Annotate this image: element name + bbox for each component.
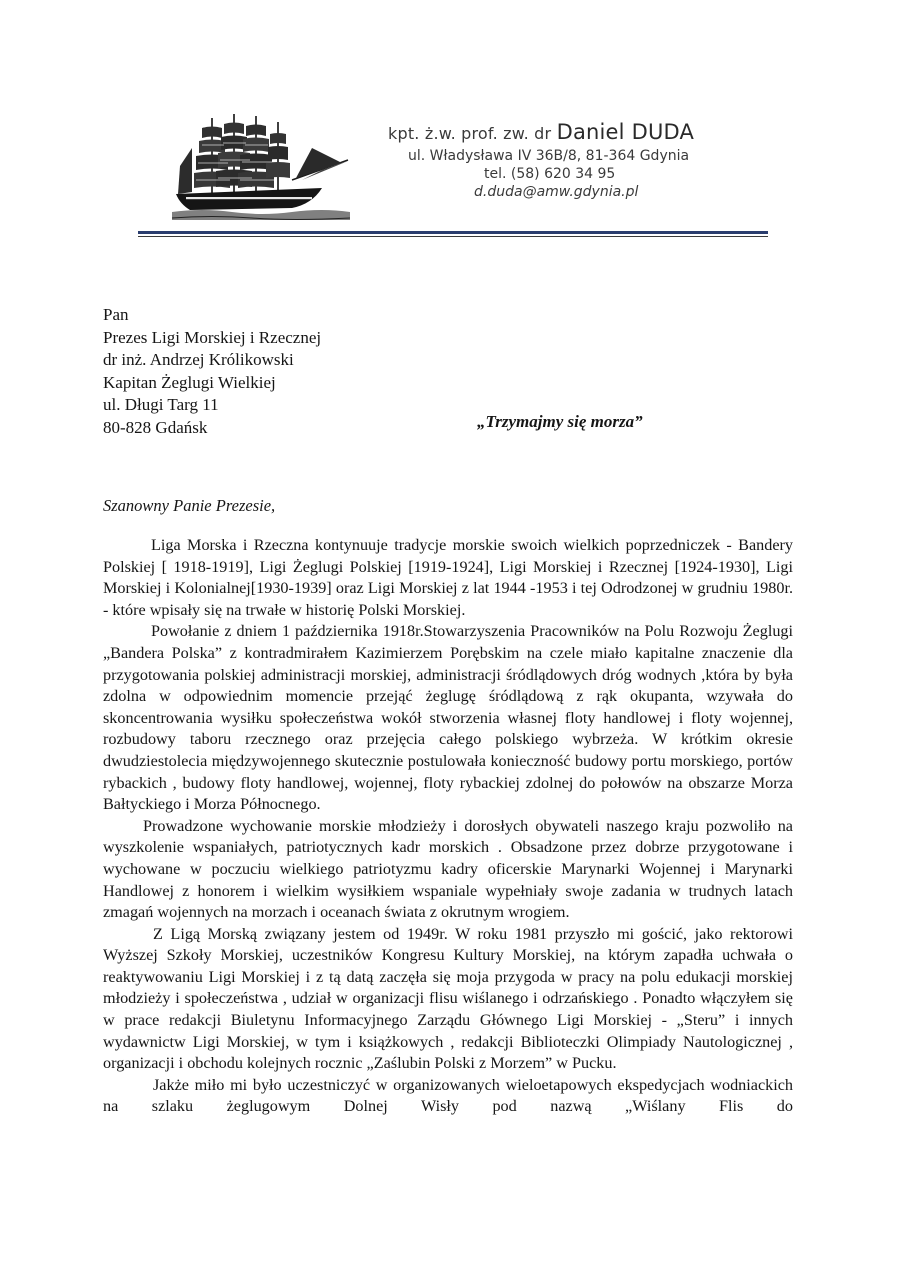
recipient-line: dr inż. Andrzej Królikowski xyxy=(103,350,294,370)
recipient-line: Prezes Ligi Morskiej i Rzecznej xyxy=(103,327,322,347)
author-title: kpt. ż.w. prof. zw. dr xyxy=(388,124,552,143)
author-phone: tel. (58) 620 34 95 xyxy=(484,166,616,182)
author-main-name: Daniel DUDA xyxy=(556,120,695,144)
recipient-line: ul. Długi Targ 11 xyxy=(103,395,219,415)
body-paragraph: Prowadzone wychowanie morskie młodzieży i dorosłych obywateli naszego kraju pozwoliło na wyszkolenie wspaniałych, patriotycznych kadr morskich . Obsadzone przez dobrze przygotowane i wychowane w poczuciu wielkiego patriotyzmu kadry oficerskie Marynarki Wojennej i Marynarki Handlowej z honorem i wielkim wysiłkiem wspaniale wypełniały swoje zadania w trudnych latach zmagań wojennych na morzach i oceanach świata z okrutnym wrogiem. xyxy=(103,816,793,922)
letterhead xyxy=(388,120,768,200)
body-paragraph: Jakże miło mi było uczestniczyć w organizowanych wieloetapowych ekspedycjach wodniackich na szlaku żeglugowym Dolnej Wisły pod nazwą „Wiślany Flis do xyxy=(103,1075,793,1116)
recipient-block xyxy=(103,304,321,440)
body-paragraph: Z Ligą Morską związany jestem od 1949r. W roku 1981 przyszło mi gościć, jako rektorowi Wyższej Szkoły Morskiej, uczestników Kongresu Kultury Morskiej, na którym zapadła uchwała o reaktywowaniu Ligi Morskiej i z tą datą zaczęła się moja przygoda w pracy na polu edukacji morskiej młodzieży i społeczeństwa , udział w organizacji flisu wiślanego i odrzańskiego . Ponadto włączyłem się w prace redakcji Biuletynu Informacyjnego Zarządu Głównego Ligi Morskiej - „Steru” i innych wydawnictw Ligi Morskiej, w tym i książkowych , redakcji Biblioteczki Olimpiady Nautologicznej , organizacji i obchodu kolejnych rocznic „Zaślubin Polski z Morzem” w Pucku. xyxy=(103,924,793,1073)
author-name xyxy=(388,120,768,144)
author-email: d.duda@amw.gdynia.pl xyxy=(474,184,639,200)
body-paragraph: Powołanie z dniem 1 października 1918r.Stowarzyszenia Pracowników na Polu Rozwoju Żeglugi „Bandera Polska” z kontradmirałem Kazimierzem Porębskim na czele miało kapitalne znaczenie dla przygotowania polskiej administracji morskiej, administracji śródlądowych dróg wodnych ,która by była zdolna w odpowiednim momencie przejąć żeglugę śródlądową z rąk okupanta, wzywała do skoncentrowania wysiłku społeczeństwa wokół stworzenia własnej floty handlowej i floty wojennej, rozbudowy taboru rzecznego oraz przejęcia całego polskiego wybrzeża. W krótkim okresie dwudziestolecia międzywojennego skutecznie postulowała konieczność budowy portu morskiego, portów rybackich , budowy floty handlowej, wojennej, floty rybackiej zdolnej do połowów na obszarze Morza Bałtyckiego i Morza Północnego. xyxy=(103,622,793,814)
recipient-line: Kapitan Żeglugi Wielkiej xyxy=(103,372,276,392)
recipient-line: Pan xyxy=(103,305,129,324)
sailing-ship-icon xyxy=(172,108,350,228)
letter-body xyxy=(103,535,793,1118)
author-address: ul. Władysława IV 36B/8, 81-364 Gdynia xyxy=(408,148,690,164)
motto: „Trzymajmy się morza” xyxy=(477,412,643,431)
letterhead-divider-thin xyxy=(138,236,768,237)
recipient-line: 80-828 Gdańsk xyxy=(103,417,208,437)
letterhead-divider xyxy=(138,231,768,234)
body-paragraph: Liga Morska i Rzeczna kontynuuje tradycje morskie swoich wielkich poprzedniczek - Bandery Polskiej [ 1918-1919], Ligi Żeglugi Polskiej [1919-1924], Ligi Morskiej i Rzecznej [1924-1930], Ligi Morskiej i Kolonialnej[1930-1939] oraz Ligi Morskiej z lat 1944 -1953 i tej Odrodzonej w grudniu 1980r. - które wpisały się na trwałe w historię Polski Morskiej. xyxy=(103,536,793,619)
salutation: Szanowny Panie Prezesie, xyxy=(103,496,276,515)
